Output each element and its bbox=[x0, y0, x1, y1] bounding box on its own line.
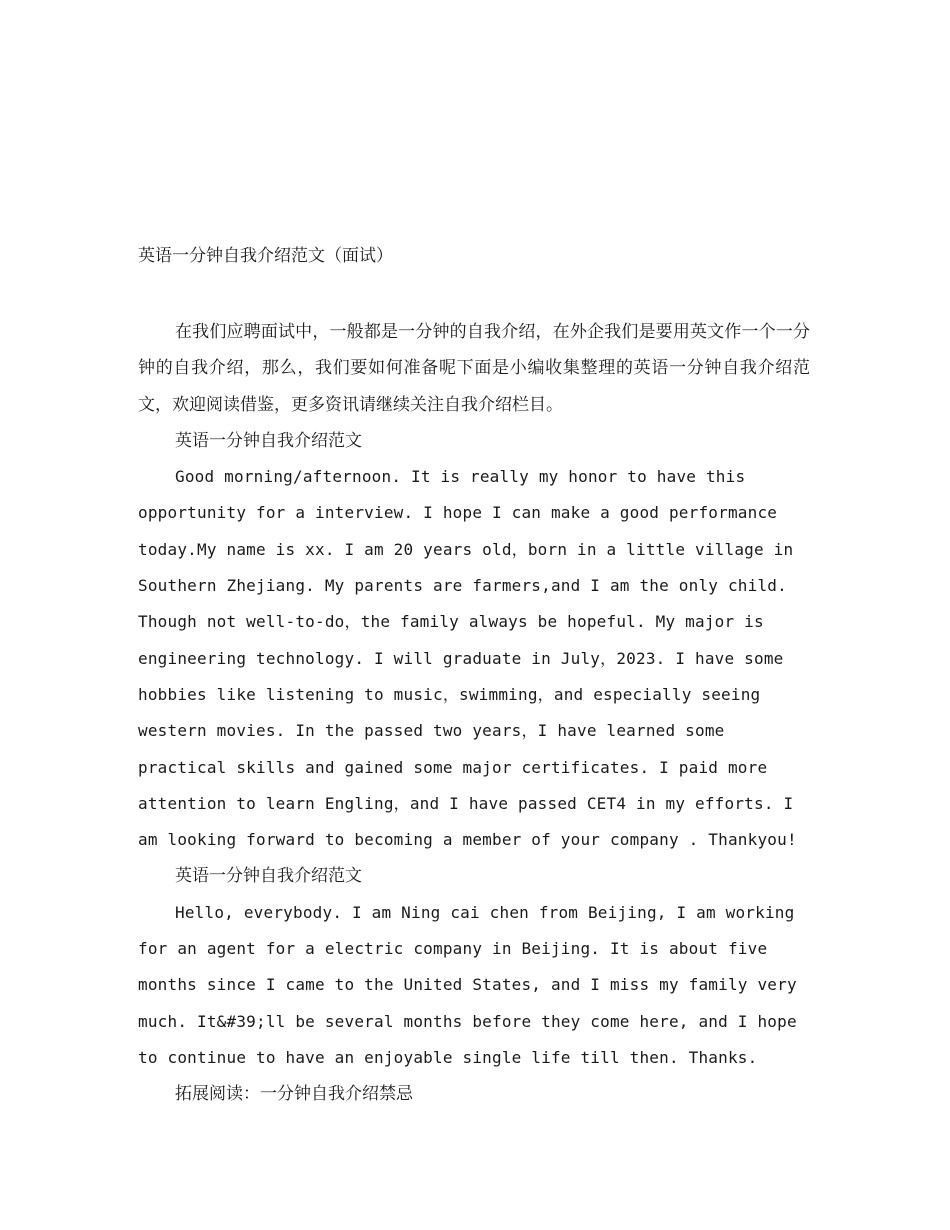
sample-introduction-2: Hello, everybody. I am Ning cai chen from Beijing, I am working for an agent for a electric company in Beijing. It is about five months since I came to the United States, and I miss my family very much. It&#39;ll be several months before they come here, and I hope to continue to have an enjoyable single life till then. Thanks. bbox=[138, 902, 797, 1067]
extended-reading-heading: 拓展阅读：一分钟自我介绍禁忌 bbox=[175, 1084, 413, 1105]
document-title: 英语一分钟自我介绍范文（面试） bbox=[138, 246, 393, 266]
section-heading: 英语一分钟自我介绍范文 bbox=[175, 866, 362, 887]
section-heading: 英语一分钟自我介绍范文 bbox=[175, 430, 362, 451]
document-body bbox=[138, 314, 810, 1113]
sample-introduction-1: Good morning/afternoon. It is really my honor to have this opportunity for a interview. I hope I can make a good performance today.My name is xx. I am 20 years old，born in a little village in Southern Zhejiang. My parents are farmers,and I am the only child. Though not well-to-do，the family always be hopeful. My major is engineering technology. I will graduate in July，2023. I have some hobbies like listening to music，swimming，and especially seeing western movies. In the passed two years，I have learned some practical skills and gained some major certificates. I paid more attention to learn Engling，and I have passed CET4 in my efforts. I am looking forward to becoming a member of your company . Thankyou! bbox=[138, 467, 797, 850]
intro-paragraph: 在我们应聘面试中，一般都是一分钟的自我介绍，在外企我们是要用英文作一个一分钟的自我介绍，那么，我们要如何准备呢下面是小编收集整理的英语一分钟自我介绍范文，欢迎阅读借鉴，更多资讯请继续关注自我介绍栏目。 bbox=[138, 322, 810, 415]
